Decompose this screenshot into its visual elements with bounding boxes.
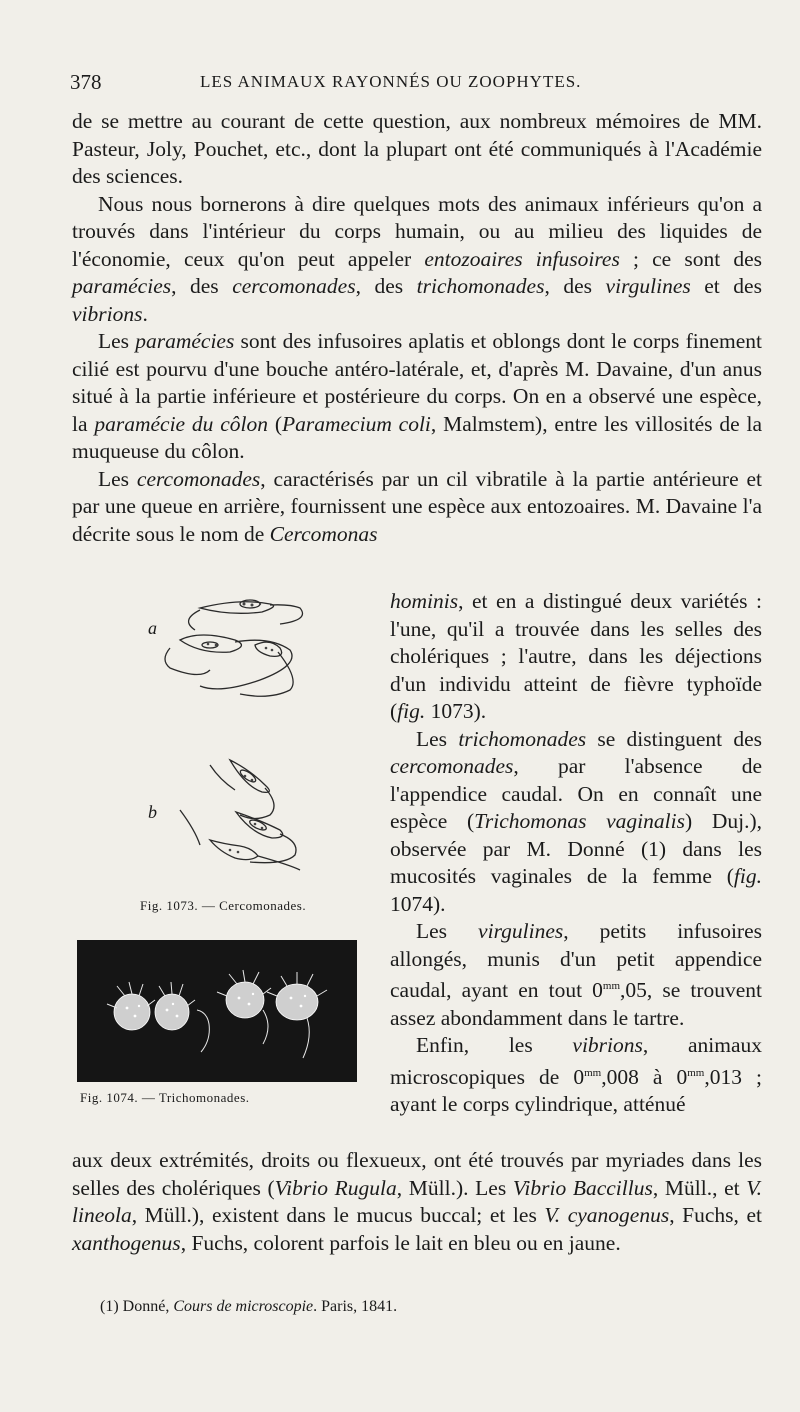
figure-1073-caption: Fig. 1073. — Cercomonades. — [140, 898, 307, 913]
paragraph-3: Les paramécies sont des infusoires aplatis et oblongs dont le corps finement cilié est pourvu d'une bouche antéro-latérale, et, d'après M. Davaine, d'un anus situé à la partie inférieure et postérieure du corps. On en a observé une espèce, la paramécie du côlon (Paramecium coli, Malmstem), entre les villosités de la muqueuse du côlon. — [72, 329, 762, 463]
figure-1073-cercomonades — [140, 590, 380, 890]
paragraph-5: Les trichomonades se distinguent des cercomonades, par l'absence de l'appendice caudal. On en connaît une espèce (Trichomonas vaginalis) Duj.), observée par M. Donné (1) dans les mucosités vaginales de la femme (fig. 1074). — [390, 726, 763, 916]
paragraph-2: Nous nous bornerons à dire quelques mots des animaux inférieurs qu'on a trouvés dans l'intérieur du corps humain, ou au milieu des liquides de l'économie, ceux qu'on peut appeler entozoaires infusoires ; ce sont des paramécies, des cercomonades, des trichomonades, des virgulines et des vibrions. — [72, 191, 762, 326]
footnote: (1) Donné, Cours de microscopie. Paris, 1841. — [100, 1298, 398, 1315]
text-block-bottom — [72, 1147, 762, 1257]
running-title: LES ANIMAUX RAYONNÉS OU ZOOPHYTES. — [200, 72, 582, 91]
figure-1074-caption: Fig. 1074. — Trichomonades. — [80, 1090, 250, 1105]
figure-1074-trichomonades — [77, 940, 357, 1082]
paragraph-7-end: aux deux extrémités, droits ou flexueux, ont été trouvés par myriades dans les selles des cholériques (Vibrio Rugula, Müll.). Les Vibrio Baccillus, Müll., et V. lineola, Müll.), existent dans le mucus buccal; et les V. cyanogenus, Fuchs, et xanthogenus, Fuchs, colorent parfois le lait en bleu ou en jaune. — [72, 1148, 763, 1255]
figure-label-a: a — [148, 618, 157, 638]
paragraph-4-start: Les cercomonades, caractérisés par un cil vibratile à la partie antérieure et par une queue en arrière, fournissent une espèce aux entozoaires. M. Davaine l'a décrite sous le nom de Cercomonas — [72, 466, 762, 546]
paragraph-7-start: Enfin, les vibrions, animaux microscopiques de $0^{mm},008$ à $0^{mm},013$ ; ayant le corps cylindrique, atténué — [390, 1033, 762, 1117]
paragraph-4-end: hominis, et en a distingué deux variétés : l'une, qu'il a trouvée dans les selles des cholériques ; l'autre, dans les déjections d'un individu atteint de fièvre typhoïde (fig. 1073). — [390, 589, 762, 723]
text-block-top — [72, 108, 762, 548]
page-number: 378 — [70, 70, 102, 94]
paragraph-6: Les virgulines, petits infusoires allongés, munis d'un petit appendice caudal, ayant en tout $0^{mm},05$, se trouvent assez abondamment dans le tartre. — [390, 919, 763, 1030]
running-header — [70, 70, 760, 100]
text-column-right — [390, 588, 762, 1119]
figure-label-b: b — [148, 802, 157, 822]
paragraph-1: de se mettre au courant de cette question, aux nombreux mémoires de MM. Pasteur, Joly, Pouchet, etc., dont la plupart ont été communiqués à l'Académie des sciences. — [72, 109, 762, 188]
